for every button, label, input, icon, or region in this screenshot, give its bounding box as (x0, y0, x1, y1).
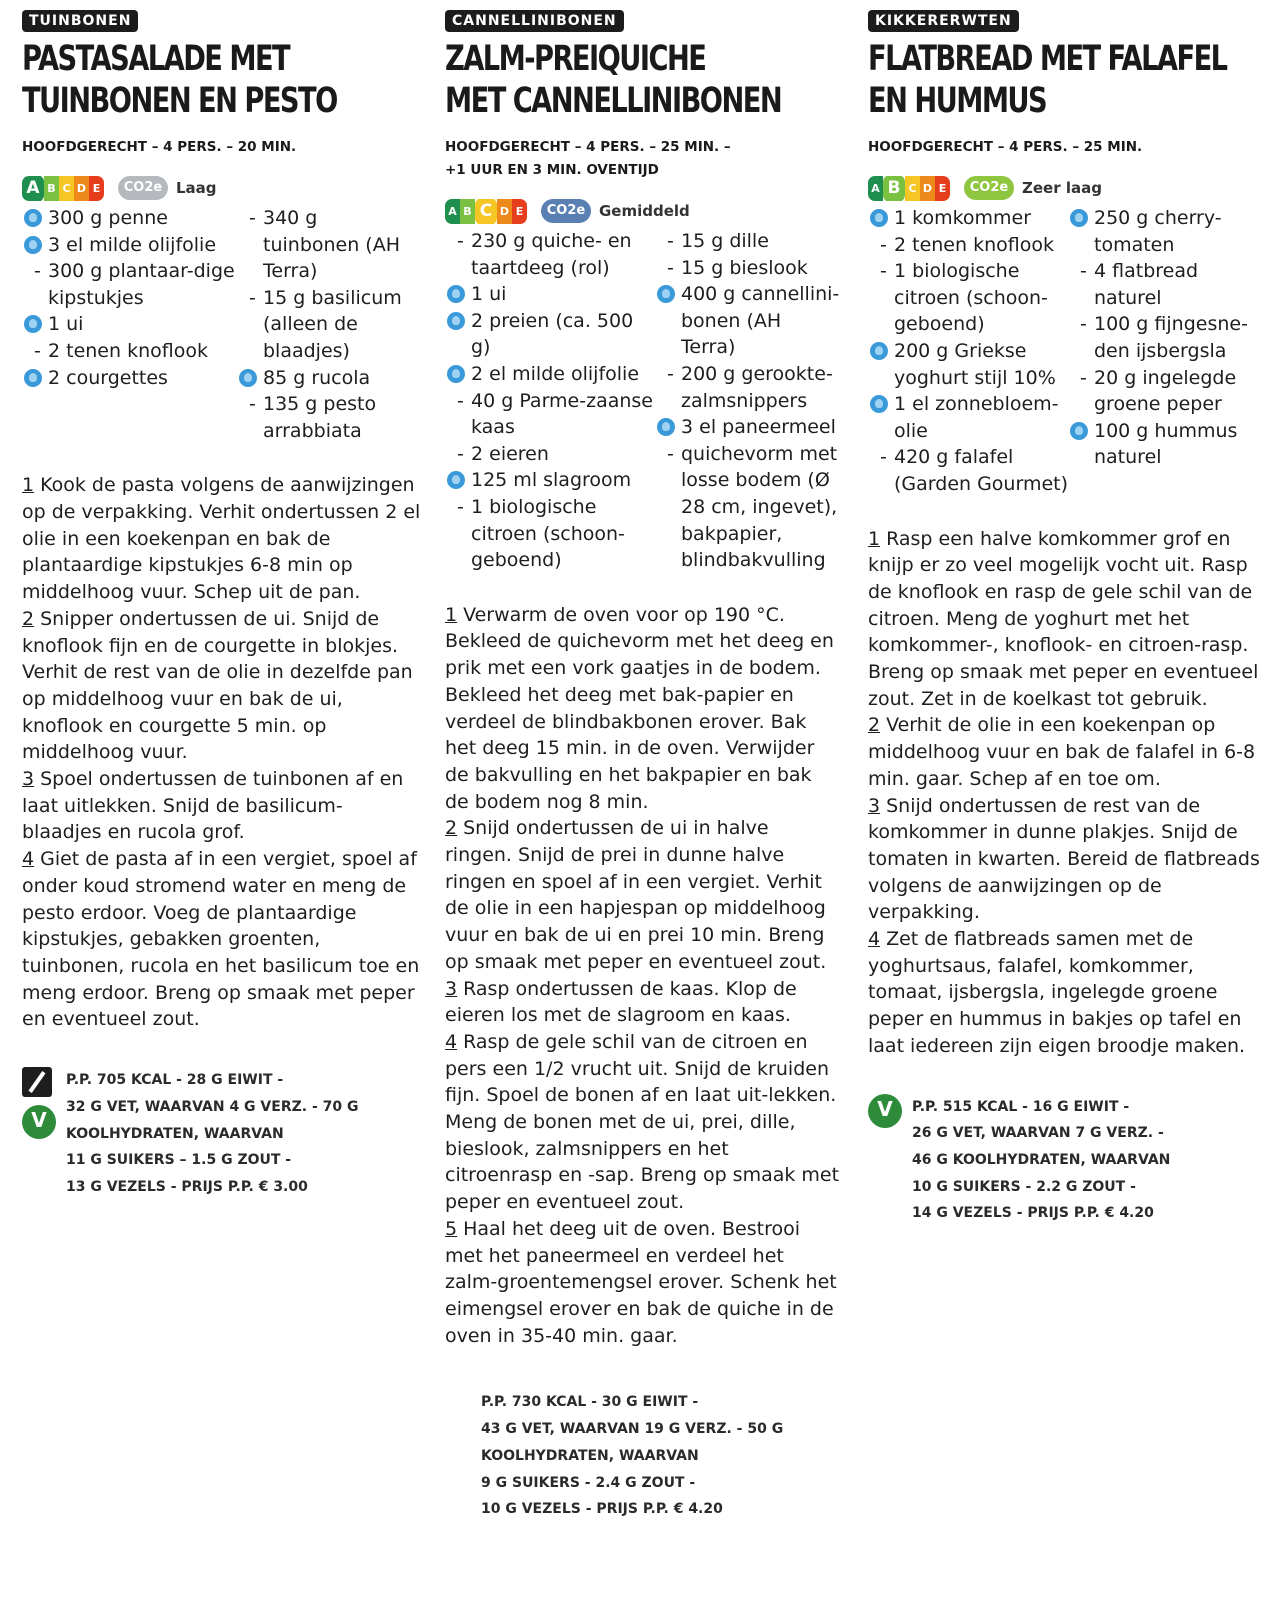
ingredient-text: 135 g pesto arrabbiata (263, 393, 377, 442)
organic-drop-icon (24, 315, 42, 333)
diet-icons (22, 1067, 66, 1201)
ingredient-item (22, 311, 237, 338)
step-paragraph (868, 526, 1268, 713)
ingredient-item (445, 308, 655, 361)
ingredients-left (445, 228, 655, 574)
ingredients-left (868, 205, 1068, 498)
ingredient-item (237, 391, 417, 444)
ingredient-text: 1 biologische citroen (schoon-geboend) (471, 495, 625, 572)
organic-drop-icon (447, 471, 465, 489)
step-paragraph (445, 1216, 840, 1350)
step-number: 2 (22, 607, 35, 630)
ingredient-text: 125 ml slagroom (471, 469, 632, 492)
preparation-steps (868, 526, 1268, 1060)
step-number: 4 (22, 848, 35, 871)
ingredient-text: 3 el paneermeel (681, 416, 836, 439)
ingredient-item (445, 441, 655, 468)
ingredients-right (1068, 205, 1263, 498)
ingredient-text: 15 g bieslook (681, 256, 808, 279)
ingredient-text: 2 preien (ca. 500 g) (471, 309, 634, 359)
ingredients (22, 205, 422, 444)
nutri-score-letter: C (905, 176, 920, 201)
step-paragraph (445, 976, 840, 1029)
ingredient-item (22, 258, 237, 311)
ingredient-item (868, 444, 1068, 497)
nutrition-line: 9 G SUIKERS - 2.4 G ZOUT - (481, 1474, 696, 1491)
nutrition-line: KOOLHYDRATEN, WAARVAN (66, 1125, 284, 1142)
ingredient-item (868, 232, 1068, 259)
organic-drop-icon (870, 395, 888, 413)
ratings-row (22, 173, 422, 203)
ingredient-text: 2 el milde olijfolie (471, 362, 640, 385)
step-paragraph (22, 606, 422, 766)
ingredient-text: 200 g Griekse yoghurt stijl 10% (894, 339, 1056, 389)
organic-drop-icon (447, 312, 465, 330)
co2-badge: CO2e (964, 176, 1014, 200)
preparation-steps (445, 602, 840, 1350)
ingredient-text: 300 g penne (48, 207, 168, 229)
step-number: 1 (868, 527, 881, 550)
ingredients-left (22, 205, 237, 444)
nutrition-info (22, 1067, 422, 1201)
ingredient-text: 250 g cherry-tomaten (1094, 207, 1222, 256)
step-number: 2 (445, 817, 458, 840)
nutrition-line: 10 G SUIKERS - 2.2 G ZOUT - (912, 1178, 1136, 1195)
recipe-title-line: TUINBONEN EN PESTO (22, 81, 337, 121)
nutrition-line: 46 G KOOLHYDRATEN, WAARVAN (912, 1152, 1171, 1168)
organic-drop-icon (447, 285, 465, 303)
organic-drop-icon (870, 209, 888, 227)
ratings-row (445, 196, 840, 226)
ingredient-tag: CANNELLINIBONEN (445, 10, 624, 32)
nutri-score-badge (22, 176, 104, 201)
ingredient-item (655, 228, 840, 255)
vegan-icon: V (22, 1105, 56, 1139)
ingredients (868, 205, 1268, 498)
nutri-score-letter: A (868, 176, 883, 201)
recipe-meta-line: HOOFDGERECHT – 4 PERS. – 25 MIN. (868, 139, 1143, 155)
ingredient-text: 85 g rucola (263, 366, 371, 389)
recipe-card (868, 10, 1268, 1227)
ingredient-item (655, 255, 840, 282)
nutrition-line: P.P. 515 KCAL - 16 G EIWIT - (912, 1098, 1130, 1115)
nutri-score-letter: E (89, 176, 104, 201)
ingredient-item (22, 338, 237, 365)
step-paragraph (22, 846, 422, 1033)
ingredients (445, 228, 840, 574)
step-paragraph (445, 1029, 840, 1216)
recipe-card (445, 10, 840, 1523)
organic-drop-icon (870, 342, 888, 360)
co2-label: Laag (176, 179, 217, 197)
ingredient-item (445, 361, 655, 388)
ingredient-item (445, 388, 655, 441)
ingredient-text: 1 el zonnebloem-olie (894, 393, 1059, 442)
organic-drop-icon (24, 209, 42, 227)
step-text: Verhit de olie in een koekenpan op middelhoog vuur en bak de falafel in 6-8 min. gaar. Schep af en toe om. (868, 714, 1256, 790)
ingredient-text: 230 g quiche- en taartdeeg (rol) (471, 230, 632, 279)
nutrition-line: P.P. 705 KCAL - 28 G EIWIT - (66, 1072, 284, 1089)
step-paragraph (22, 472, 422, 606)
recipe-column-3 (868, 10, 1268, 1227)
step-paragraph (868, 793, 1268, 927)
ingredient-text: quichevorm met losse bodem (Ø 28 cm, ingevet), bakpapier, blindbakvulling (681, 442, 838, 572)
nutrition-text (481, 1389, 783, 1523)
nutrition-line: 43 G VET, WAARVAN 19 G VERZ. - 50 G (481, 1421, 784, 1438)
diet-icons (868, 1094, 912, 1228)
step-paragraph (868, 712, 1268, 792)
ingredient-item (1068, 311, 1263, 364)
ingredient-text: 20 g ingelegde groene peper (1094, 366, 1237, 416)
nutri-score-letter: D (74, 176, 89, 201)
organic-drop-icon (1070, 422, 1088, 440)
step-number: 3 (445, 977, 458, 1000)
nutri-score-letter: E (935, 176, 950, 201)
co2-badge: CO2e (118, 176, 168, 200)
nutrition-info (868, 1094, 1268, 1228)
recipe-title-line: ZALM-PREIQUICHE (445, 39, 706, 79)
ingredient-item (868, 338, 1068, 391)
step-number: 1 (22, 474, 35, 497)
ingredient-text: 4 flatbread naturel (1094, 260, 1199, 309)
step-paragraph (445, 815, 840, 975)
ingredient-text: 200 g gerookte-zalmsnippers (681, 362, 833, 412)
nutrition-line: 26 G VET, WAARVAN 7 G VERZ. - (912, 1125, 1164, 1142)
ingredient-item (655, 414, 840, 441)
nutri-score-letter: D (497, 199, 512, 224)
ingredients-right (237, 205, 417, 444)
recipe-title (445, 38, 839, 122)
ingredient-item (22, 232, 237, 259)
organic-drop-icon (239, 369, 257, 387)
step-number: 1 (445, 603, 458, 626)
nutri-score-badge (445, 199, 527, 224)
ingredient-tag: KIKKERERWTEN (868, 10, 1019, 32)
recipe-meta (445, 136, 840, 182)
organic-drop-icon (24, 236, 42, 254)
step-paragraph (445, 602, 840, 816)
step-text: Spoel ondertussen de tuinbonen af en laat uitlekken. Snijd de basilicum-blaadjes en rucola grof. (22, 768, 404, 844)
ingredient-item (1068, 205, 1263, 258)
ingredient-text: 40 g Parme-zaanse kaas (471, 389, 653, 439)
ingredient-tag: TUINBONEN (22, 10, 138, 32)
step-number: 4 (868, 928, 881, 951)
recipe-title-line: PASTASALADE MET (22, 39, 290, 79)
ingredient-item (237, 365, 417, 392)
nutrition-line: KOOLHYDRATEN, WAARVAN (481, 1447, 699, 1464)
co2-label: Gemiddeld (599, 202, 690, 220)
step-paragraph (868, 926, 1268, 1060)
ingredient-text: 100 g fijngesne-den ijsbergsla (1094, 313, 1248, 362)
ingredient-item (22, 365, 237, 392)
organic-drop-icon (1070, 209, 1088, 227)
step-text: Kook de pasta volgens de aanwijzingen op de verpakking. Verhit ondertussen 2 el olie in een koekenpan en bak de plantaardige kipstukjes 6-8 min op middelhoog vuur. Schep uit de pan. (22, 474, 421, 604)
nutri-score-letter: B (460, 199, 475, 224)
ingredient-text: 2 tenen knoflook (894, 233, 1054, 256)
nutrition-line: P.P. 730 KCAL - 30 G EIWIT - (481, 1394, 699, 1411)
ingredient-text: 1 biologische citroen (schoon-geboend) (894, 260, 1048, 336)
ingredient-text: 15 g basilicum (alleen de blaadjes) (263, 286, 402, 362)
ingredient-text: 300 g plantaar-dige kipstukjes (48, 260, 235, 309)
step-number: 4 (445, 1030, 458, 1053)
step-text: Zet de flatbreads samen met de yoghurtsaus, falafel, komkommer, tomaat, ijsbergsla, ingelegde groene peper en hummus in bakjes op tafel en laat iedereen zijn eigen broodje maken. (868, 928, 1246, 1057)
recipe-title-line: MET CANNELLINIBONEN (445, 81, 782, 121)
ingredient-item (655, 281, 840, 361)
recipe-title (22, 38, 421, 122)
nutrition-line: 14 G VEZELS - PRIJS P.P. € 4.20 (912, 1205, 1154, 1222)
nutri-score-letter: D (920, 176, 935, 201)
organic-drop-icon (657, 418, 675, 436)
nutrition-line: 32 G VET, WAARVAN 4 G VERZ. - 70 G (66, 1098, 359, 1115)
ingredient-text: 420 g falafel (Garden Gourmet) (894, 446, 1069, 495)
nutri-score-letter: E (512, 199, 527, 224)
nutrition-info (445, 1389, 840, 1523)
ingredient-text: 100 g hummus naturel (1094, 419, 1238, 469)
organic-drop-icon (447, 365, 465, 383)
vegan-icon: V (868, 1094, 902, 1128)
nutrition-text (912, 1094, 1170, 1228)
organic-drop-icon (24, 369, 42, 387)
diet-icons (445, 1389, 481, 1523)
ingredient-text: 1 ui (471, 283, 507, 306)
nutrition-text (66, 1067, 358, 1201)
step-number: 5 (445, 1217, 458, 1240)
recipe-column-1 (22, 10, 422, 1201)
preparation-steps (22, 472, 422, 1033)
ingredient-text: 1 ui (48, 313, 84, 336)
step-text: Snipper ondertussen de ui. Snijd de knoflook fijn en de courgette in blokjes. Verhit de rest van de olie in dezelfde pan op middelhoog vuur en bak de ui, knoflook en courgette 5 min. op middelhoog vuur. (22, 607, 413, 764)
ratings-row (868, 173, 1268, 203)
ingredient-item (868, 205, 1068, 232)
nutri-score-letter: C (475, 199, 497, 224)
ingredient-text: 2 courgettes (48, 366, 168, 389)
co2-label: Zeer laag (1022, 179, 1102, 197)
nutrition-line: 13 G VEZELS - PRIJS P.P. € 3.00 (66, 1178, 308, 1195)
recipe-title (868, 38, 1267, 122)
recipe-meta (868, 136, 1268, 159)
step-number: 3 (22, 768, 35, 791)
organic-drop-icon (657, 285, 675, 303)
recipe-title-line: EN HUMMUS (868, 81, 1047, 121)
ingredient-item (868, 258, 1068, 338)
nutrition-line: 10 G VEZELS - PRIJS P.P. € 4.20 (481, 1501, 723, 1518)
recipe-meta (22, 136, 422, 159)
ingredient-item (1068, 418, 1263, 471)
recipe-meta-line: +1 UUR EN 3 MIN. OVENTIJD (445, 162, 659, 178)
ingredient-text: 340 g tuinbonen (AH Terra) (263, 207, 401, 283)
nutrition-line: 11 G SUIKERS – 1.5 G ZOUT - (66, 1152, 292, 1169)
ingredient-item (237, 285, 417, 365)
ingredient-item (445, 494, 655, 574)
recipe-meta-line: HOOFDGERECHT – 4 PERS. – 25 MIN. – (445, 139, 731, 155)
step-text: Rasp ondertussen de kaas. Klop de eieren los met de slagroom en kaas. (445, 977, 797, 1027)
nutri-score-letter: C (59, 176, 74, 201)
lactose-free-icon (22, 1067, 52, 1097)
ingredient-text: 400 g cannellini-bonen (AH Terra) (681, 283, 840, 359)
step-number: 2 (868, 714, 881, 737)
recipe-meta-line: HOOFDGERECHT – 4 PERS. – 20 MIN. (22, 139, 297, 155)
ingredient-item (445, 281, 655, 308)
ingredient-text: 15 g dille (681, 230, 769, 252)
nutri-score-letter: B (883, 176, 905, 201)
step-number: 3 (868, 794, 881, 817)
ingredient-item (655, 441, 840, 574)
co2-badge: CO2e (541, 199, 591, 223)
ingredient-text: 1 komkommer (894, 207, 1032, 229)
step-text: Giet de pasta af in een vergiet, spoel af onder koud stromend water en meng de pesto erdoor. Voeg de plantaardige kipstukjes, gebakken groenten, tuinbonen, rucola en het basilicum toe en meng erdoor. Breng op smaak met peper en eventueel zout. (22, 848, 420, 1031)
step-text: Rasp de gele schil van de citroen en pers een 1/2 vrucht uit. Snijd de kruiden fijn. Spoel de bonen af en laat uit-lekken. Meng de bonen met de ui, prei, dille, bieslook, zalmsnippers en het citroenrasp en -sap. Breng op smaak met peper en eventueel zout. (445, 1030, 840, 1214)
ingredients-right (655, 228, 840, 574)
recipe-column-2 (445, 10, 840, 1523)
ingredient-item (655, 361, 840, 414)
nutri-score-badge (868, 176, 950, 201)
ingredient-text: 3 el milde olijfolie (48, 233, 217, 256)
step-text: Haal het deeg uit de oven. Bestrooi met het paneermeel en verdeel het zalm-groentemengsel erover. Schenk het eimengsel erover en bak de quiche in de oven in 35-40 min. gaar. (445, 1217, 837, 1347)
ingredient-item (237, 205, 417, 285)
recipe-title-line: FLATBREAD MET FALAFEL (868, 39, 1227, 79)
step-paragraph (22, 766, 422, 846)
ingredient-text: 2 eieren (471, 442, 549, 465)
step-text: Snijd ondertussen de ui in halve ringen. Snijd de prei in dunne halve ringen en spoel af in een vergiet. Verhit de olie in een hapjespan op middelhoog vuur en bak de ui en prei 10 min. Breng op smaak met peper en eventueel zout. (445, 817, 827, 973)
step-text: Rasp een halve komkommer grof en knijp er zo veel mogelijk vocht uit. Rasp de knoflook en rasp de gele schil van de citroen. Meng de yoghurt met het komkommer-, knoflook- en citroen-rasp. Breng op smaak met peper en eventueel zout. Zet in de koelkast tot gebruik. (868, 527, 1259, 710)
ingredient-item (1068, 258, 1263, 311)
ingredient-item (22, 205, 237, 232)
recipe-card (22, 10, 422, 1201)
ingredient-item (1068, 365, 1263, 418)
ingredient-item (868, 391, 1068, 444)
ingredient-text: 2 tenen knoflook (48, 339, 208, 362)
step-text: Verwarm de oven voor op 190 °C. Bekleed de quichevorm met het deeg en prik met een vork gaatjes in de bodem. Bekleed het deeg met bak-papier en verdeel de blindbakbonen erover. Bak het deeg 15 min. in de oven. Verwijder de bakvulling en het bakpapier en bak de bodem nog 8 min. (445, 603, 834, 813)
step-text: Snijd ondertussen de rest van de komkommer in dunne plakjes. Snijd de tomaten in kwarten. Bereid de flatbreads volgens de aanwijzingen op de verpakking. (868, 794, 1260, 924)
ingredient-item (445, 467, 655, 494)
nutri-score-letter: B (44, 176, 59, 201)
ingredient-item (445, 228, 655, 281)
nutri-score-letter: A (445, 199, 460, 224)
nutri-score-letter: A (22, 176, 44, 201)
